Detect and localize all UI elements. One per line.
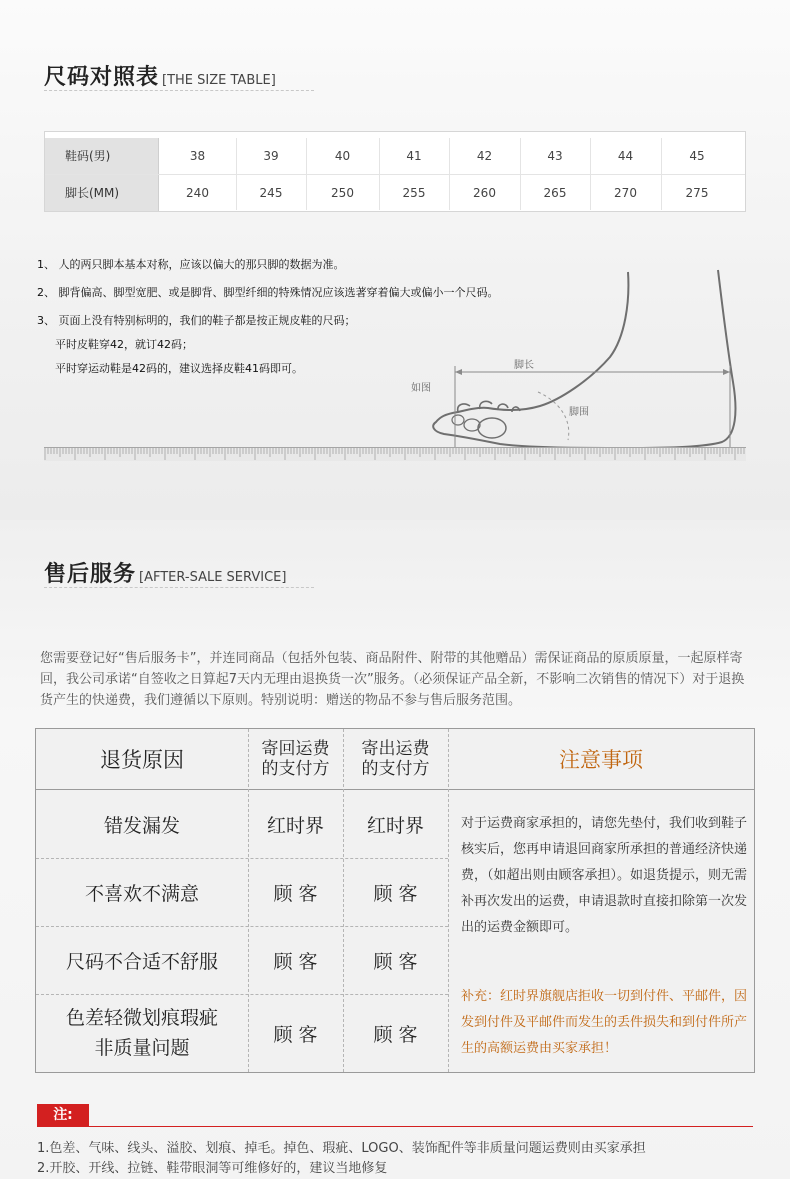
row-reason: 错发漏发	[103, 814, 180, 837]
size-cell: 275	[685, 186, 709, 200]
row-reason: 不喜欢不满意	[84, 882, 199, 905]
size-cell: 43	[547, 149, 563, 163]
size-table-divider	[236, 138, 237, 210]
table-col-divider	[248, 729, 250, 1072]
size-cell: 39	[263, 149, 279, 163]
after-sale-title-en: [AFTER-SALE SERVICE]	[139, 570, 287, 585]
header-send-fee: 寄出运费 的支付方	[361, 739, 430, 779]
table-col-divider	[448, 729, 450, 1072]
notes-heading: 注:	[37, 1104, 89, 1126]
row-reason: 尺码不合适不舒服	[65, 950, 218, 973]
table-header-line	[36, 789, 754, 790]
after-sale-title	[44, 557, 286, 588]
foot-girth-label: 脚围	[569, 407, 589, 418]
size-note-1: 1、 人的两只脚本基本对称，应该以偏大的那只脚的数据为准。	[37, 258, 345, 271]
size-cell: 260	[473, 186, 496, 200]
size-section-title	[44, 60, 276, 91]
row-return-fee: 顾 客	[273, 1023, 318, 1046]
size-table-divider	[306, 138, 307, 210]
row-send-fee: 顾 客	[373, 1023, 418, 1046]
row-send-fee: 红时界	[366, 814, 424, 837]
size-cell: 270	[614, 186, 637, 200]
table-row-divider	[36, 926, 448, 927]
after-sale-title-zh: 售后服务	[44, 562, 137, 587]
header-return-fee: 寄回运费 的支付方	[261, 739, 330, 779]
size-note-3: 3、 页面上没有特别标明的，我们的鞋子都是按正规皮鞋的尺码；	[37, 314, 356, 327]
size-row-label: 鞋码(男)	[45, 138, 159, 174]
header-notice: 注意事项	[559, 748, 643, 772]
foot-length-label: 脚长	[514, 360, 534, 371]
notes-line-1: 1.色差、气味、线头、溢胶、划痕、掉毛。掉色、瑕疵、LOGO、装饰配件等非质量问题运费则由买家承担	[37, 1141, 646, 1156]
notes-divider	[37, 1126, 753, 1127]
size-cell: 240	[186, 186, 209, 200]
size-table	[44, 131, 746, 212]
foot-measure-diagram	[400, 262, 750, 462]
size-cell: 41	[406, 149, 422, 163]
row-send-fee: 顾 客	[373, 882, 418, 905]
after-sale-title-divider	[44, 587, 314, 588]
foot-outline-illustration	[400, 262, 750, 462]
notice-supplement: 补充：红时界旗舰店拒收一切到付件、平邮件，因发到付件及平邮件而发生的丢件损失和到付件所产生的高额运费由买家承担！	[461, 989, 748, 1056]
table-row-divider	[36, 994, 448, 995]
size-table-divider	[520, 138, 521, 210]
size-row-label: 脚长(MM)	[45, 175, 159, 211]
size-table-row-foot-length	[45, 174, 745, 211]
as-shown-label: 如图	[411, 383, 431, 394]
notice-text: 对于运费商家承担的，请您先垫付，我们收到鞋子核实后，您再申请退回商家所承担的普通经济快递费，（如超出则由顾客承担）。如退货提示，则无需补再次发出的运费，申请退款时直接扣除第一次发出的运费金额即可。	[461, 816, 748, 935]
size-cell: 38	[189, 149, 206, 163]
size-note-3b: 平时穿运动鞋是42码的，建议选择皮鞋41码即可。	[55, 362, 303, 375]
row-return-fee: 顾 客	[273, 882, 318, 905]
row-return-fee: 顾 客	[273, 950, 318, 973]
size-cell: 45	[689, 149, 705, 163]
table-row-divider	[36, 858, 448, 859]
size-section-title-en: [THE SIZE TABLE]	[162, 73, 276, 88]
row-return-fee: 红时界	[266, 814, 324, 837]
size-cell: 255	[402, 186, 426, 200]
row-send-fee: 顾 客	[373, 950, 418, 973]
size-cell: 42	[476, 149, 493, 163]
size-note-2: 2、 脚背偏高、脚型宽肥、或是脚背、脚型纤细的特殊情况应该选著穿着偏大或偏小一个尺码。	[37, 286, 499, 299]
size-cell: 245	[259, 186, 283, 200]
measuring-ruler	[44, 447, 746, 461]
size-note-3a: 平时皮鞋穿42，就订42码；	[55, 338, 193, 351]
size-table-divider	[379, 138, 380, 210]
after-sale-intro: 您需要登记好“售后服务卡”，并连同商品（包括外包装、商品附件、附带的其他赠品）需保证商品的原质原量，一起原样寄回，我公司承诺“自签收之日算起7天内无理由退换货一次”服务。（必须保证产品全新，不影响二次销售的情况下）对于退换货产生的快递费，我们遵循以下原则。特别说明：赠送的物品不参与售后服务范围。	[40, 651, 745, 708]
after-sale-table	[35, 728, 755, 1073]
size-table-divider	[449, 138, 450, 210]
header-reason: 退货原因	[100, 748, 184, 772]
size-cell: 250	[331, 186, 354, 200]
row-reason: 色差轻微划痕瑕疵 非质量问题	[65, 1007, 218, 1059]
size-cell: 44	[617, 149, 634, 163]
size-title-divider	[44, 90, 314, 91]
size-table-divider	[590, 138, 591, 210]
notes-line-2: 2.开胶、开线、拉链、鞋带眼洞等可维修好的，建议当地修复	[37, 1161, 388, 1176]
size-cell: 265	[543, 186, 567, 200]
size-table-divider	[661, 138, 662, 210]
size-table-row-shoe-size	[45, 138, 745, 174]
size-section-title-zh: 尺码对照表	[44, 65, 160, 90]
size-cell: 40	[334, 149, 351, 163]
table-col-divider	[343, 729, 345, 1072]
